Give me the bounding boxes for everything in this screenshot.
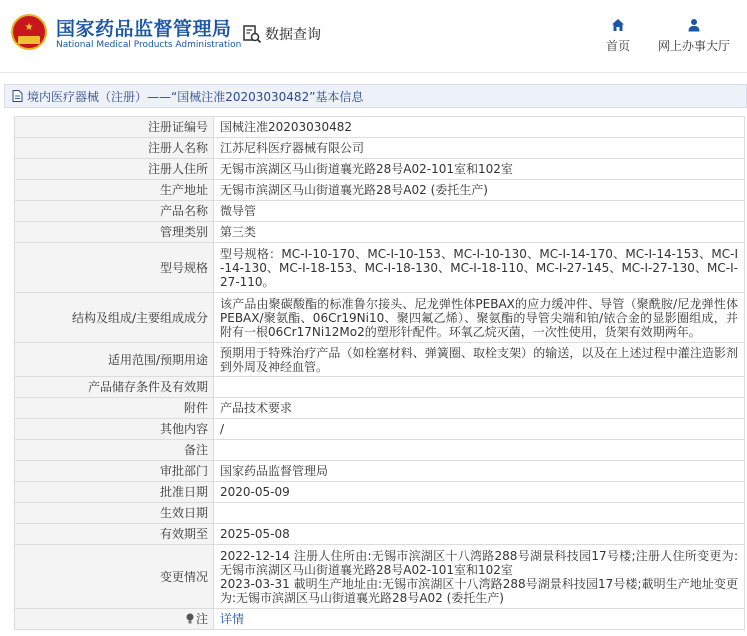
site-header xyxy=(0,0,747,72)
document-icon xyxy=(12,90,23,102)
table-row xyxy=(15,503,745,524)
site-name[interactable]: 国家药品监督管理局 xyxy=(56,18,232,40)
field-value xyxy=(214,377,745,398)
field-value: 国械注准20203030482 xyxy=(214,117,745,138)
field-value: 型号规格：MC-I-10-170、MC-I-10-153、MC-I-10-130、MC-I-14-170、MC-I-14-153、MC-I-14-130、MC-I-18-153、MC-I-18-130、MC-I-18-110、MC-I-27-145、MC-I-27-130、MC-I-27-110。 xyxy=(214,243,745,293)
field-value: 微导管 xyxy=(214,201,745,222)
table-row xyxy=(15,545,745,609)
table-row xyxy=(15,440,745,461)
field-value: 2025-05-08 xyxy=(214,524,745,545)
field-value: 国家药品监督管理局 xyxy=(214,461,745,482)
field-label: 审批部门 xyxy=(15,461,214,482)
table-row xyxy=(15,293,745,343)
field-label: 有效期至 xyxy=(15,524,214,545)
field-label: 型号规格 xyxy=(15,243,214,293)
field-value: 江苏尼科医疗器械有限公司 xyxy=(214,138,745,159)
table-row xyxy=(15,461,745,482)
table-row xyxy=(15,609,745,630)
device-info-table xyxy=(14,116,745,630)
table-row xyxy=(15,419,745,440)
field-label: 附件 xyxy=(15,398,214,419)
table-row xyxy=(15,117,745,138)
field-value xyxy=(214,503,745,524)
note-value-cell xyxy=(214,609,745,630)
field-label: 结构及组成/主要组成成分 xyxy=(15,293,214,343)
field-label: 备注 xyxy=(15,440,214,461)
field-value: 2020-05-09 xyxy=(214,482,745,503)
note-label-cell xyxy=(15,609,214,630)
table-row xyxy=(15,524,745,545)
table-row xyxy=(15,377,745,398)
document-search-icon xyxy=(242,24,262,44)
field-label: 管理类别 xyxy=(15,222,214,243)
table-row xyxy=(15,398,745,419)
table-row xyxy=(15,180,745,201)
user-icon xyxy=(687,18,701,32)
field-label: 注册人住所 xyxy=(15,159,214,180)
record-title-bar xyxy=(4,84,747,108)
home-icon xyxy=(611,18,625,32)
field-value: 2022-12-14 注册人住所由:无锡市滨湖区十八湾路288号湖景科技园17号楼;注册人住所变更为:无锡市滨湖区马山街道襄光路28号A02-101室和102室 2023-03-31 載明生产地址由:无锡市滨湖区十八湾路288号湖景科技园17号楼;載明生产地址变更为:无锡市滨湖区马山街道襄光路28号A02 (委托生产) xyxy=(214,545,745,609)
data-query-link[interactable] xyxy=(242,23,321,45)
table-row xyxy=(15,222,745,243)
table-row xyxy=(15,343,745,377)
table-row xyxy=(15,138,745,159)
field-value: 产品技术要求 xyxy=(214,398,745,419)
field-label: 注册人名称 xyxy=(15,138,214,159)
field-label: 产品名称 xyxy=(15,201,214,222)
table-row xyxy=(15,159,745,180)
field-value: 无锡市滨湖区马山街道襄光路28号A02 (委托生产) xyxy=(214,180,745,201)
field-label: 批准日期 xyxy=(15,482,214,503)
field-label: 生产地址 xyxy=(15,180,214,201)
field-label: 产品储存条件及有效期 xyxy=(15,377,214,398)
field-value: / xyxy=(214,419,745,440)
bulb-icon xyxy=(186,613,194,627)
table-row xyxy=(15,482,745,503)
field-label: 生效日期 xyxy=(15,503,214,524)
details-link[interactable]: 详情 xyxy=(220,612,245,626)
nav-home-label: 首页 xyxy=(605,39,630,53)
nav-home[interactable] xyxy=(601,18,635,54)
header-divider xyxy=(0,72,747,73)
field-value: 该产品由聚碳酸酯的标准鲁尔接头、尼龙弹性体PEBAX的应力缓冲件、导管（聚酰胺/尼龙弹性体PEBAX/聚氨酯、06Cr19Ni10、聚四氟乙烯）、聚氨酯的导管尖端和铂/铱合金的显影圈组成，并附有一根06Cr17Ni12Mo2的塑形针配件。环氧乙烷灭菌，一次性使用，货架有效期两年。 xyxy=(214,293,745,343)
table-row xyxy=(15,201,745,222)
field-value: 第三类 xyxy=(214,222,745,243)
nav-online-service-hall[interactable] xyxy=(656,18,732,54)
data-query-label: 数据查询 xyxy=(265,27,321,43)
field-value xyxy=(214,440,745,461)
note-label: 注 xyxy=(195,611,208,626)
field-label: 其他内容 xyxy=(15,419,214,440)
field-label: 注册证编号 xyxy=(15,117,214,138)
field-value: 预期用于特殊治疗产品（如栓塞材料、弹簧圈、取栓支架）的输送，以及在上述过程中灌注造影剂到外周及神经血管。 xyxy=(214,343,745,377)
field-value: 无锡市滨湖区马山街道襄光路28号A02-101室和102室 xyxy=(214,159,745,180)
field-label: 适用范围/预期用途 xyxy=(15,343,214,377)
table-row xyxy=(15,243,745,293)
nav-online-label: 网上办事大厅 xyxy=(657,39,730,53)
nmpa-emblem-logo: ★ xyxy=(11,14,47,50)
field-label: 变更情况 xyxy=(15,545,214,609)
site-name-en: National Medical Products Administration xyxy=(56,40,242,50)
record-title: 境内医疗器械（注册）——“国械注准20203030482”基本信息 xyxy=(27,89,364,104)
